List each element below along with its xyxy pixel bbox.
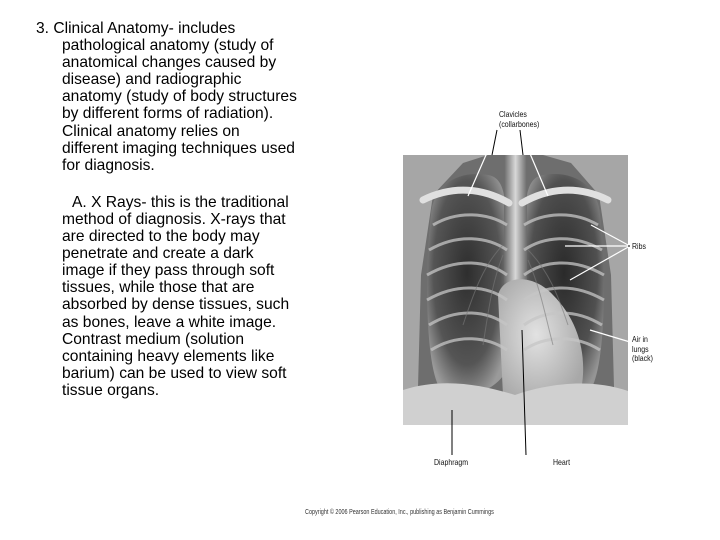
ribs-label: Ribs [632, 241, 646, 251]
air-in-lungs-label: Air in lungs (black) [632, 334, 653, 363]
copyright-notice: Copyright © 2006 Pearson Education, Inc., publishing as Benjamin Cummings [305, 509, 494, 516]
clinical-anatomy-paragraph: 3. Clinical Anatomy- includes pathological anatomy (study of anatomical changes caused by disease) and radiographic anatomy (study of body structures by different forms of radiation). Clinical anatomy relies on different imaging techniques used for diagnosis. [36, 20, 297, 174]
x-rays-paragraph: A. X Rays- this is the traditional method of diagnosis. X-rays that are directed to the body may penetrate and create a dark image if they pass through soft tissues, while those that are absorbed by dense tissues, such as bones, leave a white image. Contrast medium (solution containing heavy elements like barium) can be used to view soft tissue organs. [62, 193, 290, 399]
diaphragm-label: Diaphragm [434, 457, 469, 467]
clavicles-label: Clavicles (collarbones) [499, 109, 540, 129]
heart-label: Heart [553, 457, 571, 467]
